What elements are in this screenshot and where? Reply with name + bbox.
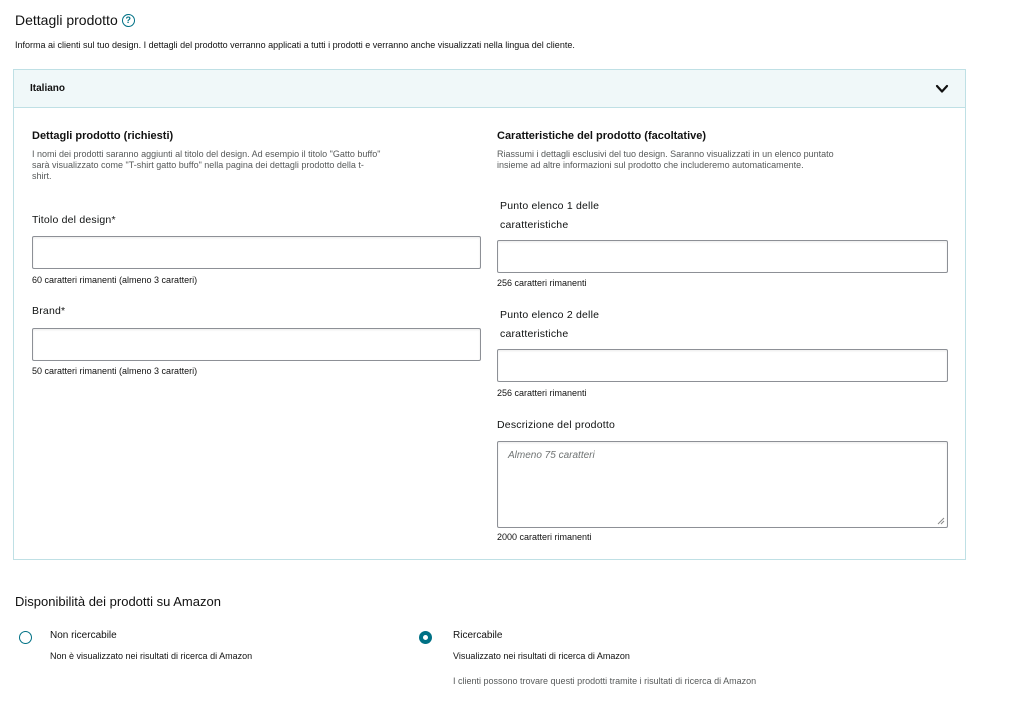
optional-section-title: Caratteristiche del prodotto (facoltative) <box>497 130 707 142</box>
description-label: Descrizione del prodotto <box>497 419 616 431</box>
brand-label: Brand* <box>32 305 66 317</box>
optional-section-description <box>497 149 947 171</box>
non-searchable-radio[interactable] <box>19 631 32 644</box>
section-title <box>15 12 135 28</box>
required-section-title: Dettagli prodotto (richiesti) <box>32 130 174 142</box>
searchable-note: I clienti possono trovare questi prodotti tramite i risultati di ricerca di Amazon <box>453 676 757 686</box>
bullet1-label-line: caratteristiche <box>500 219 569 231</box>
product-description-textarea[interactable] <box>497 441 948 528</box>
bullet1-label <box>500 197 599 235</box>
design-title-label: Titolo del design* <box>32 214 116 226</box>
non-searchable-description: Non è visualizzato nei risultati di ricerca di Amazon <box>50 651 253 661</box>
required-description-line: shirt. <box>32 171 52 181</box>
searchable-label[interactable]: Ricercabile <box>453 630 503 641</box>
bullet2-input[interactable] <box>497 349 948 382</box>
language-panel <box>13 69 966 560</box>
bullet1-input[interactable] <box>497 240 948 273</box>
bullet2-label-line: Punto elenco 2 delle <box>500 309 600 321</box>
searchable-radio[interactable] <box>419 631 432 644</box>
searchable-description: Visualizzato nei risultati di ricerca di Amazon <box>453 651 630 661</box>
optional-description-line: Riassumi i dettagli esclusivi del tuo design. Saranno visualizzati in un elenco puntato <box>497 149 834 159</box>
required-section-description <box>32 149 492 182</box>
optional-description-line: insieme ad altre informazioni sul prodotto che includeremo automaticamente. <box>497 160 804 170</box>
question-circle-icon[interactable]: ? <box>122 14 135 27</box>
language-label: Italiano <box>30 83 66 94</box>
section-description: Informa ai clienti sul tuo design. I dettagli del prodotto verranno applicati a tutti i prodotti e verranno anche visualizzati nella lingua del cliente. <box>15 40 575 50</box>
bullet2-label <box>500 306 599 344</box>
non-searchable-label[interactable]: Non ricercabile <box>50 630 117 641</box>
brand-input[interactable] <box>32 328 481 361</box>
required-description-line: I nomi dei prodotti saranno aggiunti al titolo del design. Ad esempio il titolo "Gatto buffo" <box>32 149 381 159</box>
bullet1-counter: 256 caratteri rimanenti <box>497 278 587 288</box>
design-title-input[interactable] <box>32 236 481 269</box>
design-title-counter: 60 caratteri rimanenti (almeno 3 caratteri) <box>32 275 198 285</box>
bullet1-label-line: Punto elenco 1 delle <box>500 200 600 212</box>
description-placeholder: Almeno 75 caratteri <box>508 450 595 461</box>
bullet2-counter: 256 caratteri rimanenti <box>497 388 587 398</box>
description-counter: 2000 caratteri rimanenti <box>497 532 592 542</box>
required-description-line: sarà visualizzato come "T-shirt gatto buffo" nella pagina dei dettagli prodotto della t- <box>32 160 364 170</box>
brand-counter: 50 caratteri rimanenti (almeno 3 caratteri) <box>32 366 198 376</box>
language-panel-header[interactable] <box>14 70 965 108</box>
availability-title: Disponibilità dei prodotti su Amazon <box>15 594 221 609</box>
bullet2-label-line: caratteristiche <box>500 328 569 340</box>
page-title: Dettagli prodotto <box>15 12 118 28</box>
resize-handle-icon[interactable] <box>937 517 945 525</box>
chevron-down-icon[interactable] <box>935 82 949 96</box>
